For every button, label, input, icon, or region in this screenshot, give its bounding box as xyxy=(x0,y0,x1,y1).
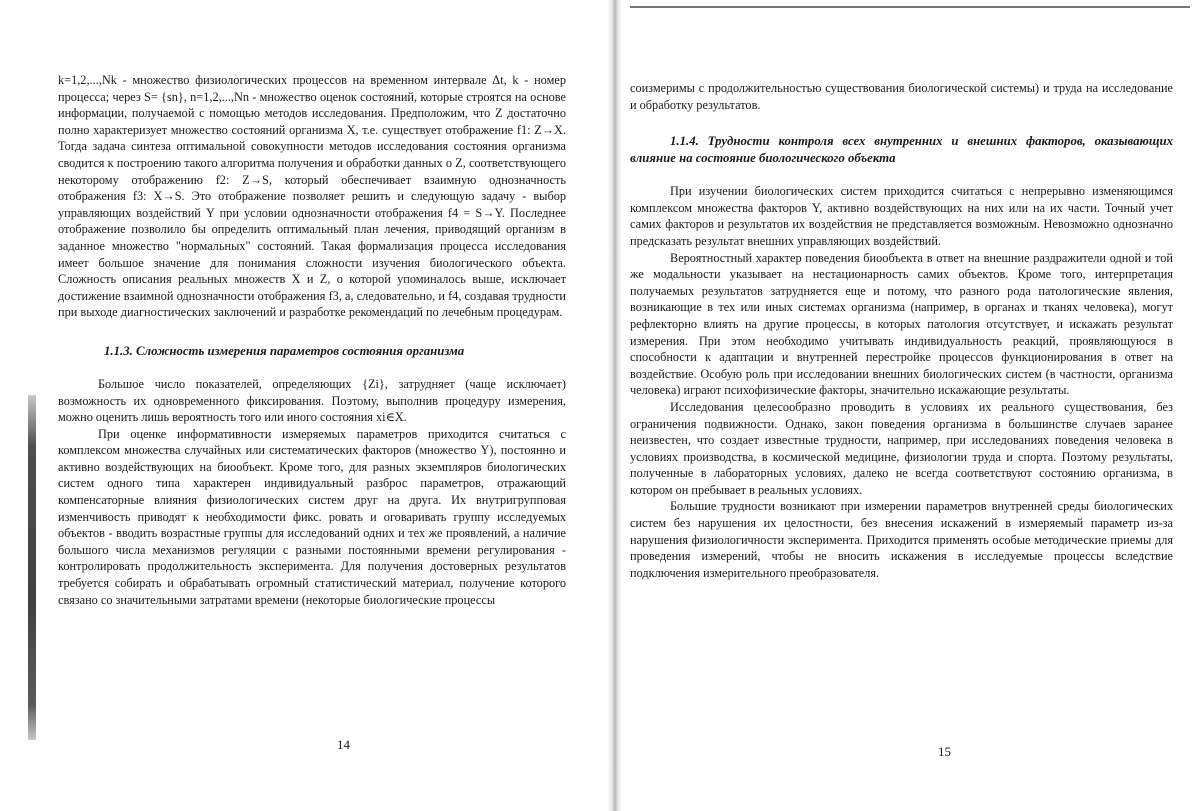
paragraph: При изучении биологических систем приходится считаться с непрерывно изменяющимся комплексом множества факторов Y, активно воздействующих на них или на их части. Точный учет самих факторов и результатов их воздействия не представляется возможным. Невозможно однозначно предсказать результат внешних управляющих воздействий. xyxy=(630,184,1173,248)
scan-edge-shadow xyxy=(28,395,36,740)
section-heading-1-1-4: 1.1.4. Трудности контроля всех внутренних и внешних факторов, оказывающих влияние на состояние биологического объекта xyxy=(630,134,1173,166)
right-page xyxy=(600,0,1200,811)
page-number-left: 14 xyxy=(337,737,350,752)
left-text-column xyxy=(58,72,566,608)
continuation-paragraph: соизмеримы с продолжительностью существования биологической системы) и труда на исследование и обработку результатов. xyxy=(630,81,1173,112)
section-heading-1-1-3: 1.1.3. Сложность измерения параметров состояния организма xyxy=(104,343,465,358)
page-number-right: 15 xyxy=(938,744,951,759)
paragraph: Большое число показателей, определяющих {Zi}, затрудняет (чаще исключает) возможность их одновременного фиксирования. Поэтому, выполнив процедуру измерения, можно оценить лишь вероятность того или иного состояния xi∈X. xyxy=(58,376,566,425)
paragraph: При оценке информативности измеряемых параметров приходится считаться с комплексом множества случайных или систематических факторов (множество Y), постоянно и активно воздействующих на биообъект. Кроме того, для разных экземпляров биологических систем одного типа характерен индивидуальный разброс параметров, отражающий компенсаторные влияния физиологических систем друг на друга. Их внутригрупповая изменчивость приводят к необходимости фикс. ровать и оговаривать группу исследуемых объектов - вводить возрастные группы для исследований одних и тех же проявлений, а наличие большого числа механизмов регуляции с разными постоянными времени регулирования - контролировать продолжительность эксперимента. Для получения достоверных результатов требуется собирать и обрабатывать огромный статистический материал, получение которого связано со значительными затратами времени (некоторые биологические процессы xyxy=(58,426,566,607)
intro-paragraph: k=1,2,...,Nk - множество физиологических процессов на временном интервале Δt, k - номер процесса; через S= {sn}, n=1,2,...,Nn - множество оценок состояний, которые строятся на основе информации, получаемой с помощью методов исследования. Предположим, что Z достаточно полно характеризует множество состояний организма X, т.е. существует отображение f1: Z→X. Тогда задача синтеза оптимальной совокупности методов исследования состояния организма сводится к построению такого алгоритма получения и обработки данных о Z, соответствующего некоторому отображению f2: Z→S, который обеспечивает взаимную однозначность отображения f3: X→S. Это отображение позволяет решить и следующую задачу - выбор управляющих воздействий Y при условии однозначности отображения f4 = S→Y. Последнее отображение позволило бы определить оптимальный план лечения, приводящий организм в заданное множество "нормальных" состояний. Такая формализация процесса исследования имеет большое значение для понимания сложности изучения биологического объекта. Сложность описания реальных множеств X и Z, о которой упоминалось выше, исключает достижение взаимной однозначности отображения f3, а, следовательно, и f4, создавая трудности при выходе диагностических заключений и разработке рекомендаций по лечебным процедурам. xyxy=(58,73,566,320)
paragraph: Большие трудности возникают при измерении параметров внутренней среды биологических систем без нарушения их целостности, без внесения искажений в измеряемый параметр из-за нарушения физиологичности эксперимента. Приходится применять особые методические приемы для проведения измерений, чтобы не вносить искажения в исследуемые процессы вследствие подключения измерительного преобразователя. xyxy=(630,499,1173,580)
right-text-column xyxy=(630,80,1173,581)
paragraph: Вероятностный характер поведения биообъекта в ответ на внешние раздражители одной и той же модальности указывает на нестационарность самих объектов. Кроме того, интерпретация получаемых результатов затрудняется еще и потому, что разного рода патологические явления, возникающие в тех или иных системах организма (например, в органах и тканях человека), могут рефлекторно влиять на другие процессы, в которых патология отсутствует, и искажать результат измерения. При этом необходимо учитывать индивидуальность реакций, проявляющуюся в способности к адаптации и внутренней перестройке процессов функционирования в ответ на воздействие. Особую роль при исследовании внешних биологических систем (в частности, организма человека) играют психофизические факторы, значительно искажающие результаты. xyxy=(630,250,1173,398)
paragraph: Исследования целесообразно проводить в условиях их реального существования, без ограничения подвижности. Однако, закон поведения организма в большинстве случаев заранее неизвестен, что создает известные трудности, например, при исследованиях поведения человека в условиях производства, в космической медицине, физиологии труда и спорта. Поэтому результаты, полученные в лабораторных условиях, далеко не всегда соответствуют состоянию организма, в котором он пребывает в реальных условиях. xyxy=(630,399,1173,497)
